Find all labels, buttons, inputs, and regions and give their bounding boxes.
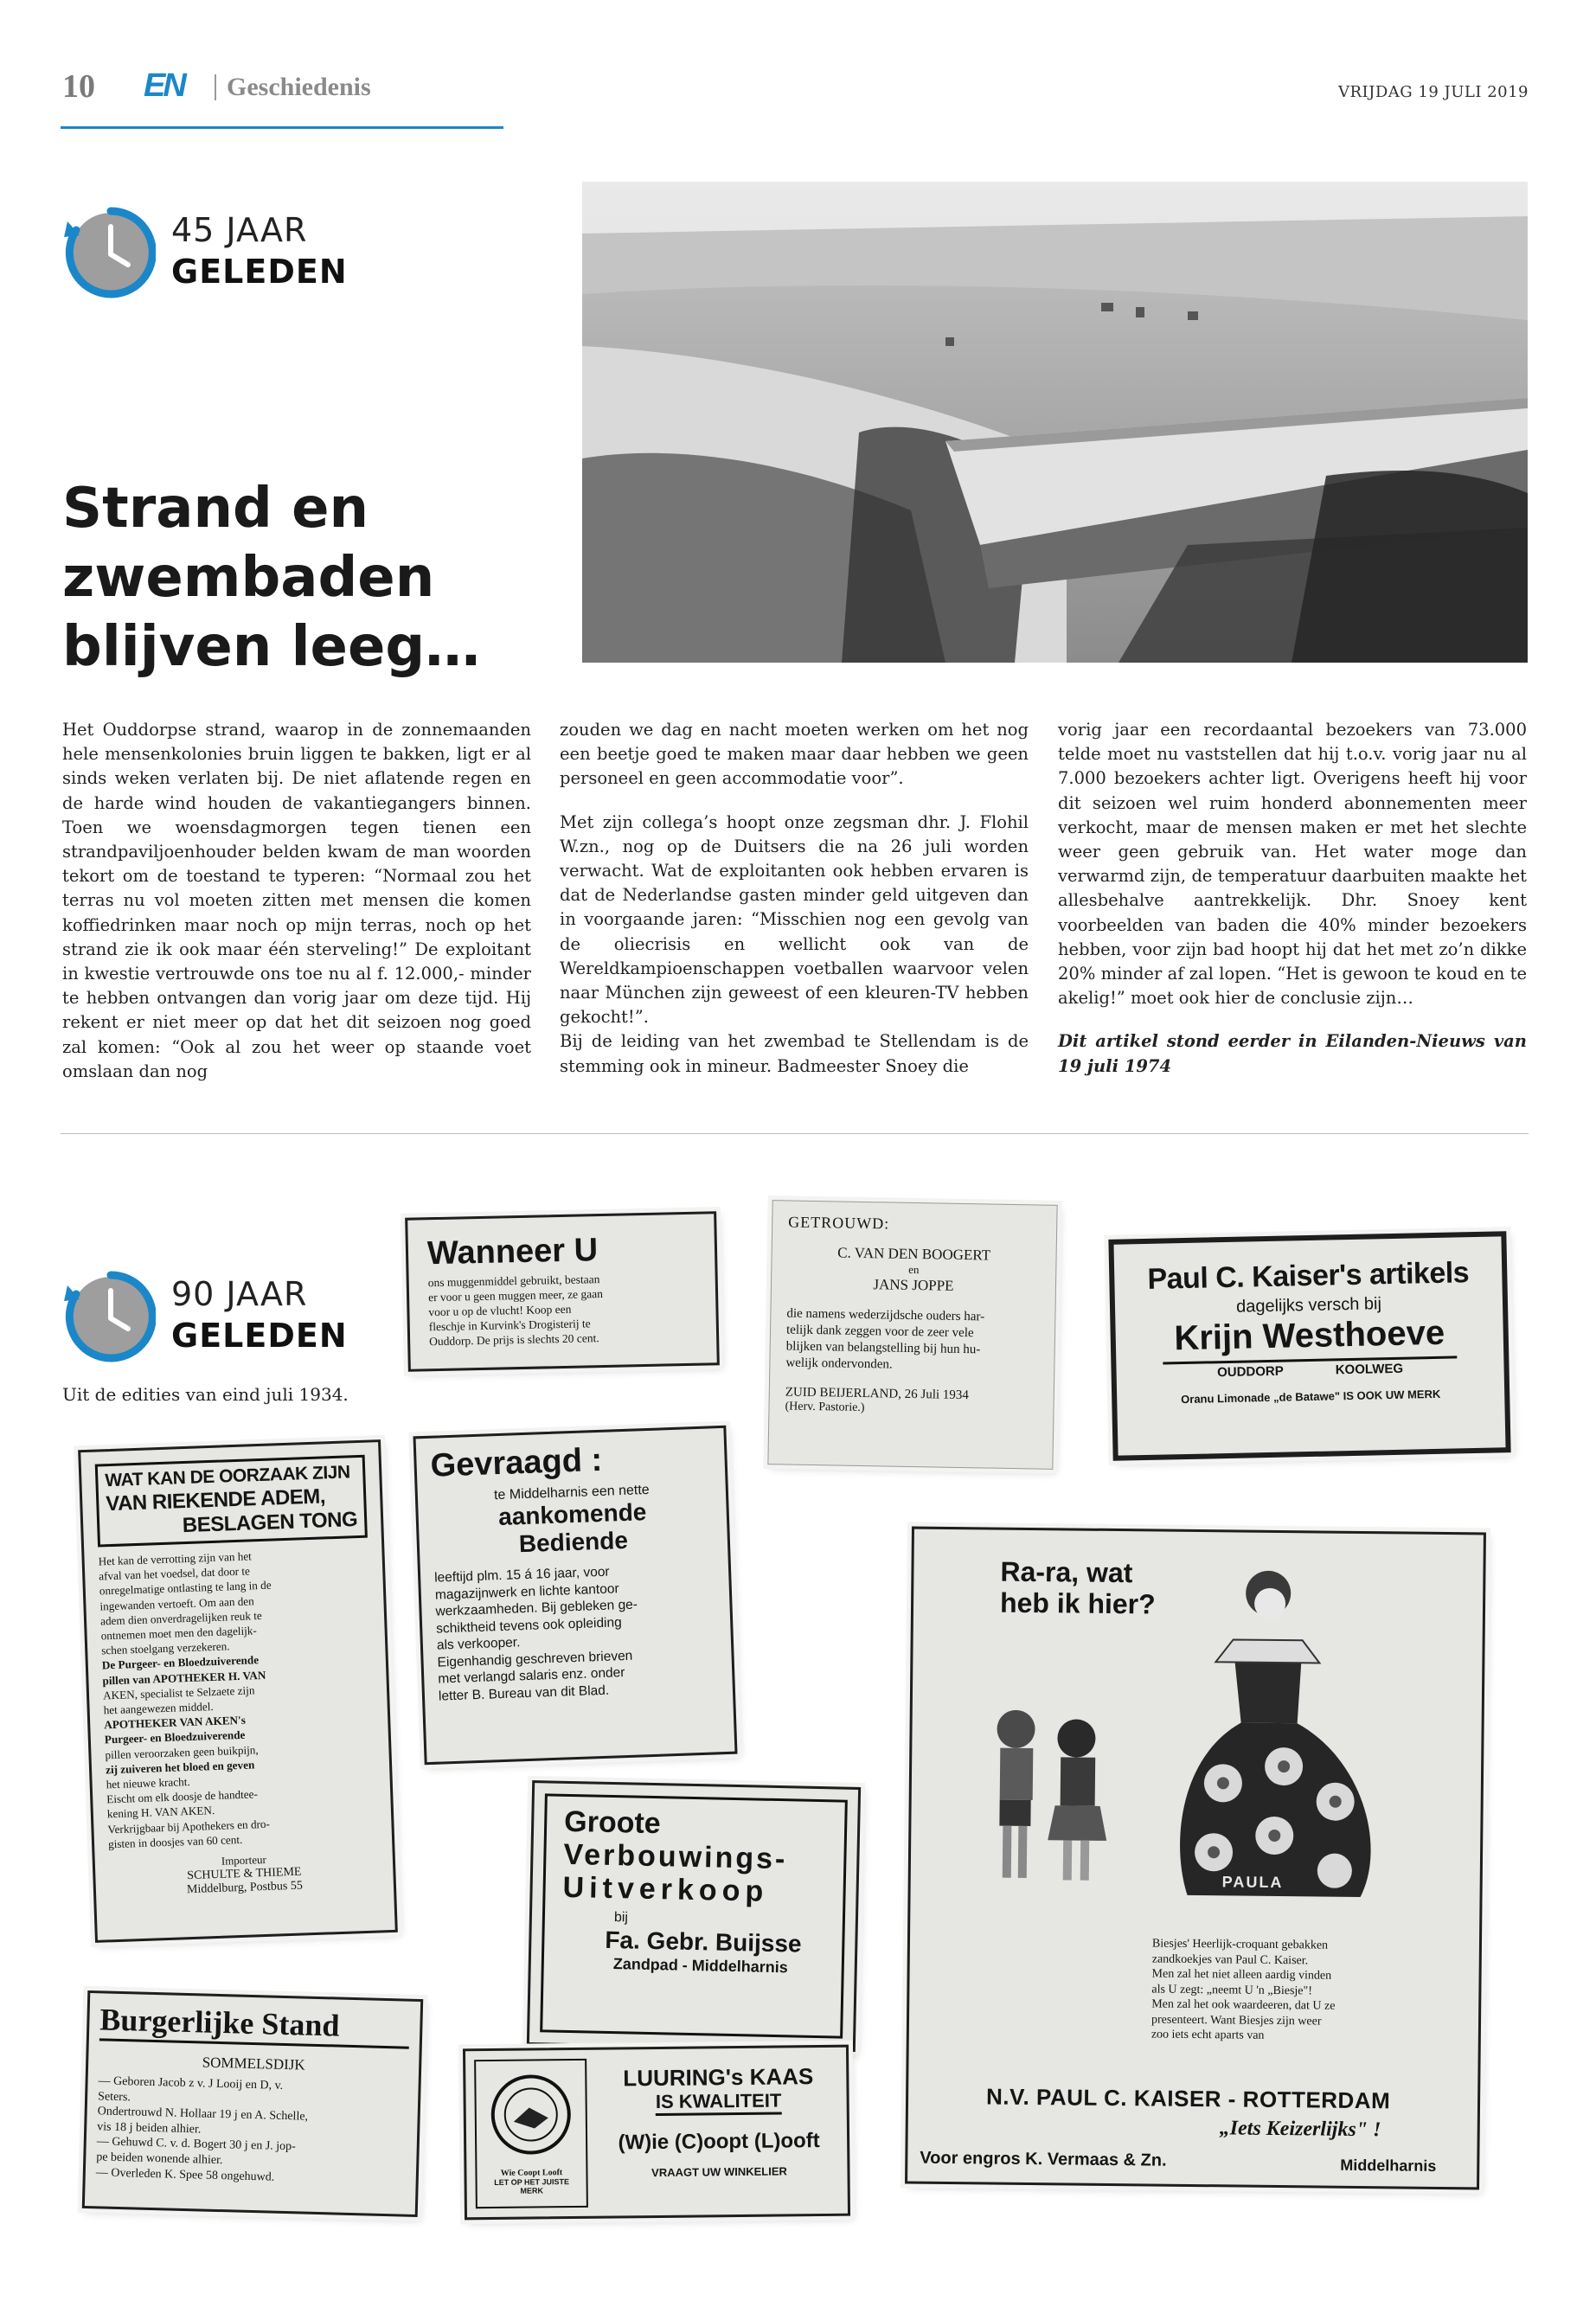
article-column-1 [62, 718, 531, 1084]
seal-subtext: LET OP HET JUISTE MERK [494, 2176, 570, 2195]
clipping-line: zoo iets echt aparts van [1151, 2028, 1265, 2042]
clipping-wanneer-u [405, 1211, 720, 1372]
kaas-seal [474, 2059, 588, 2208]
clipping-getrouwd [767, 1200, 1057, 1470]
clipping-line: onregelmatige ontlasting te lang in de [99, 1578, 272, 1598]
clipping-line: met verlangd salaris enz. onder [437, 1665, 625, 1687]
clipping-line: pillen veroorzaken geen buikpijn, [105, 1742, 259, 1762]
clipping-name: C. VAN DEN BOOGERT [837, 1244, 991, 1264]
headline-line: Strand en [62, 477, 369, 541]
clipping-line: IS KWALITEIT [656, 2089, 782, 2116]
clipping-line: als verkooper. [436, 1635, 521, 1653]
clipping-line: — Geboren Jacob z v. J Looij en D, v. [98, 2074, 284, 2093]
clipping-title: heb ik hier? [999, 1586, 1156, 1620]
clipping-place: ZUID BEIJERLAND, 26 Juli 1934 [785, 1385, 970, 1403]
clipping-firm: Fa. Gebr. Buijsse [605, 1926, 802, 1958]
clipping-slogan: „Iets Keizerlijks" ! [1219, 2117, 1381, 2142]
clipping-kaiser [1108, 1231, 1510, 1461]
clipping-line: telijk dank zeggen voor de zeer vele [785, 1323, 974, 1341]
issue-date: VRIJDAG 19 JULI 2019 [1337, 83, 1529, 101]
clipping-line: Eigenhandig geschreven brieven [437, 1648, 633, 1670]
article-column-2 [560, 718, 1029, 1079]
badge-years: 45 JAAR [171, 211, 308, 249]
clipping-and: en [908, 1262, 920, 1277]
clipping-line: als U zegt: „neemt U 'n „Biesje"! [1151, 1982, 1312, 1997]
badge-ago: GELEDEN [171, 253, 348, 291]
clipping-line: Ouddorp. De prijs is slechts 20 cent. [429, 1331, 599, 1349]
clipping-oorzaak [78, 1439, 398, 1943]
clipping-title: Wanneer U [426, 1232, 599, 1272]
clipping-body [96, 2073, 408, 2188]
clipping-footer: Middelharnis [1340, 2156, 1437, 2175]
clipping-line: bij [613, 1910, 629, 1926]
clipping-line: Verbouwings- [563, 1837, 788, 1876]
clipping-line: schen stoelgang verzekeren. [101, 1639, 230, 1657]
header-rule [61, 126, 503, 129]
clipping-line: AKEN, specialist te Selzaete zijn [102, 1683, 255, 1702]
clipping-line: zij zuiveren het bloed en geven [105, 1758, 255, 1777]
clipping-line: APOTHEKER VAN AKEN's [104, 1713, 247, 1732]
clock-icon [59, 202, 156, 299]
clipping-line: blijken van belangstelling bij hun hu- [785, 1339, 981, 1357]
clipping-line: te Middelharnis een nette [493, 1482, 650, 1503]
clipping-line: voor u op de vlucht! Koop een [428, 1302, 572, 1319]
clipping-title: Paul C. Kaiser's artikels [1147, 1256, 1470, 1296]
article-paragraph: zouden we dag en nacht moeten werken om het nog een beetje goed te maken maar daar hebben we geen personeel en geen accommodatie voor”. [560, 720, 1029, 789]
clipping-rara [905, 1527, 1486, 2190]
clipping-address: Zandpad - Middelharnis [612, 1955, 789, 1977]
clipping-line: Seters. [97, 2089, 131, 2104]
page-number: 10 [62, 68, 95, 105]
section-divider [61, 1133, 1529, 1134]
clipping-line: dagelijks versch bij [1235, 1294, 1382, 1317]
clipping-title: Gevraagd : [429, 1441, 603, 1484]
clock-icon [59, 1266, 156, 1363]
clipping-place: KOOLWEG [1335, 1361, 1404, 1378]
clipping-line: Ondertrouwd N. Hollaar 19 j en A. Schelle, [97, 2105, 309, 2124]
clipping-line: Verkrijgbaar bij Apothekers en dro- [107, 1817, 271, 1836]
clipping-line: werkzaamheden. Bij gebleken ge- [435, 1597, 638, 1619]
source-note-line: Dit artikel stond eerder in [1058, 1031, 1317, 1052]
clipping-line: gisten in doosjes van 60 cent. [107, 1832, 243, 1851]
article-headline [62, 474, 547, 682]
clipping-label: PAULA [1221, 1873, 1284, 1892]
clipping-firm: N.V. PAUL C. KAISER - ROTTERDAM [985, 2083, 1391, 2114]
clipping-line: ons muggenmiddel gebruikt, bestaan [427, 1272, 600, 1290]
clipping-line: fleschje in Kurvink's Drogisterij te [428, 1317, 591, 1334]
clipping-head: BESLAGEN TONG [182, 1508, 358, 1538]
clipping-line: Men zal het ook waardeeren, dat U ze [1151, 1997, 1336, 2013]
clipping-title: LUURING's KAAS [623, 2063, 814, 2092]
headline-line: zwembaden [62, 546, 435, 610]
clipping-line: leeftijd plm. 15 á 16 jaar, voor [433, 1564, 610, 1586]
children-illustration [953, 1564, 1441, 1932]
seal-emblem-icon [489, 2073, 573, 2169]
clipping-groote [527, 1780, 861, 2052]
clipping-luuring [463, 2045, 850, 2221]
clipping-burgerlijke-stand [82, 1990, 423, 2217]
headline-line: blijven leeg… [62, 615, 481, 679]
clipping-line: Importeur [221, 1853, 267, 1868]
clipping-place: SOMMELSDIJK [202, 2054, 305, 2073]
clipping-line: — Gehuwd C. v. d. Bogert 30 j en J. jop- [96, 2135, 296, 2154]
clipping-line: ingewanden vertoeft. Om aan den [99, 1593, 254, 1613]
clipping-line: letter B. Bureau van dit Blad. [438, 1682, 610, 1704]
clipping-line: pe beiden wonende alhier. [96, 2150, 223, 2168]
clippings-caption: Uit de edities van eind juli 1934. [62, 1384, 349, 1405]
clipping-line: Het kan de verrotting zijn van het [98, 1549, 253, 1568]
clipping-line: het aangewezen middel. [103, 1700, 214, 1717]
clipping-line: Purgeer- en Bloedzuiverende [104, 1728, 246, 1747]
clipping-footer: VRAAGT UW WINKELIER [651, 2164, 787, 2180]
clipping-line: (W)ie (C)oopt (L)ooft [618, 2129, 820, 2155]
clipping-head: GETROUWD: [788, 1213, 890, 1233]
clipping-line: er voor u geen muggen meer, ze gaan [427, 1287, 604, 1304]
clipping-body [98, 1545, 378, 1852]
clipping-body [1151, 1936, 1446, 2045]
header-divider [215, 74, 216, 100]
badge-years: 90 JAAR [171, 1275, 308, 1313]
clipping-line: Uitverkoop [562, 1870, 769, 1908]
clipping-line: Eischt om elk doosje de handtee- [106, 1787, 259, 1806]
article-paragraph: Bij de leiding van het zwembad te Stellendam is de stemming ook in mineur. Badmeester Snoey die [560, 1031, 1029, 1076]
article-paragraph: vorig jaar een recordaantal bezoekers van 73.000 telde moet nu vaststellen dat hij t.o.v. vorig jaar nu al 7.000 bezoekers achter ligt. Overigens heeft hij voor dit seizoen wel ruim honderd abonnementen meer verkocht, maar de mensen maken er met het slechte weer geen gebruik van. Het water moge dan verwarmd zijn, de temperatuur daarbuiten maakte het allesbehalve aantrekkelijk. Dhr. Snoey kent voorbeelden van baden die 40% minder bezoekers hebben, voor zijn bad hoopt hij dat het met zo’n dikke 20% minder af zal lopen. “Het is gewoon te koud en te akelig!” moet ook hier de conclusie zijn… [1058, 720, 1527, 1009]
clipping-gevraagd [413, 1426, 737, 1765]
clipping-line: ontnemen moet men den dagelijk- [100, 1624, 258, 1643]
clipping-line: SCHULTE & THIEME [187, 1865, 302, 1883]
clipping-title: Ra-ra, wat [1000, 1555, 1133, 1589]
clipping-line: De Purgeer- en Bloedzuiverende [101, 1653, 260, 1672]
clipping-line: het nieuwe kracht. [106, 1775, 190, 1791]
clipping-name: JANS JOPPE [873, 1276, 954, 1294]
clipping-line: afval van het voedsel, dat door te [99, 1564, 251, 1583]
clipping-line: kening H. VAN AKEN. [106, 1804, 215, 1821]
clipping-head: WAT KAN DE OORZAAK ZIJN [105, 1462, 350, 1491]
clipping-line: Biesjes' Heerlijk-croquant gebakken [1151, 1937, 1329, 1952]
article-paragraph: Met zijn collega’s hoopt onze zegsman dhr. J. Flohil W.zn., nog op de Duitsers die na 26 juli worden verwacht. Wat de exploitanten ook hebben ervaren is dat de Nederlandse gasten minder geld uitgeven dan in voorgaande jaren: “Misschien nog een gevolg van de oliecrisis en wellicht ook van de Wereldkampioenschappen voetballen waarvoor velen naar München zijn geweest of een kleuren-TV hebben gekocht!”. [560, 811, 1029, 1028]
section-title: Geschiedenis [227, 73, 371, 101]
clipping-place: OUDDORP [1216, 1363, 1284, 1381]
clipping-places [1163, 1356, 1457, 1381]
source-note [1058, 1029, 1527, 1078]
clipping-line: pillen van APOTHEKER H. VAN [102, 1668, 266, 1688]
clipping-line: Middelburg, Postbus 55 [186, 1879, 304, 1897]
clipping-big: Bediende [518, 1526, 629, 1558]
clipping-line: — Overleden K. Spee 58 ongehuwd. [95, 2165, 275, 2184]
clipping-line: die namens wederzijdsche ouders har- [786, 1306, 985, 1324]
clipping-line: Men zal het niet alleen aardig vinden [1151, 1967, 1332, 1983]
clipping-line: schiktheid tevens ook opleiding [435, 1614, 622, 1637]
source-note-line: Eilanden-Nieuws van 19 juli 1974 [1058, 1031, 1527, 1076]
clipping-footer: Voor engros K. Vermaas & Zn. [920, 2148, 1167, 2170]
clipping-name: Krijn Westhoeve [1173, 1313, 1445, 1358]
clipping-line: presenteert. Want Biesjes zijn weer [1151, 2012, 1322, 2029]
article-paragraph: Het Ouddorpse strand, waarop in de zonnemaanden hele mensenkolonies bruin liggen te bakken, ligt er al sinds weken verlaten bij. De niet aflatende regen en de harde wind houden de vakantiegangers binnen. Toen we woensdagmorgen tegen tienen een strandpaviljoenhouder belden kwam de man woorden tekort om de toestand te typeren: “Normaal zou het terras nu vol moeten zitten met mensen die komen koffiedrinken maar noch op mijn terras, noch op het strand zie ik ook maar één sterveling!” De exploitant in kwestie vertrouwde ons toe nu al f. 12.000,- minder te hebben ontvangen dan vorig jaar om deze tijd. Hij rekent er niet meer op dat het dit seizoen nog goed zal komen: “Ook al zou het weer op staande voet omslaan dan nog [62, 720, 531, 1081]
clipping-big: aankomende [497, 1498, 647, 1531]
clipping-head: VAN RIEKENDE ADEM, [105, 1484, 326, 1516]
clipping-footer: Oranu Limonade „de Batawe" IS OOK UW MERK [1181, 1387, 1441, 1407]
clipping-title: Burgerlijke Stand [99, 2002, 410, 2048]
article-column-3 [1058, 718, 1527, 1079]
clipping-line: magazijnwerk en lichte kantoor [434, 1580, 619, 1603]
clipping-body [434, 1560, 719, 1704]
clipping-line: welijk ondervonden. [785, 1356, 893, 1372]
clipping-sub: (Herv. Pastorie.) [785, 1400, 865, 1415]
beach-photo [582, 182, 1528, 663]
clipping-line: zandkoekjes van Paul C. Kaiser. [1151, 1952, 1309, 1967]
clipping-line: vis 18 j beiden alhier. [97, 2120, 202, 2137]
clipping-line: Groote [563, 1804, 662, 1841]
publication-logo: EN [144, 67, 184, 104]
seal-text: Wie Coopt Looft [500, 2167, 563, 2178]
clipping-line: adem dien onverdragelijken reuk te [99, 1608, 262, 1628]
badge-ago: GELEDEN [171, 1317, 348, 1355]
